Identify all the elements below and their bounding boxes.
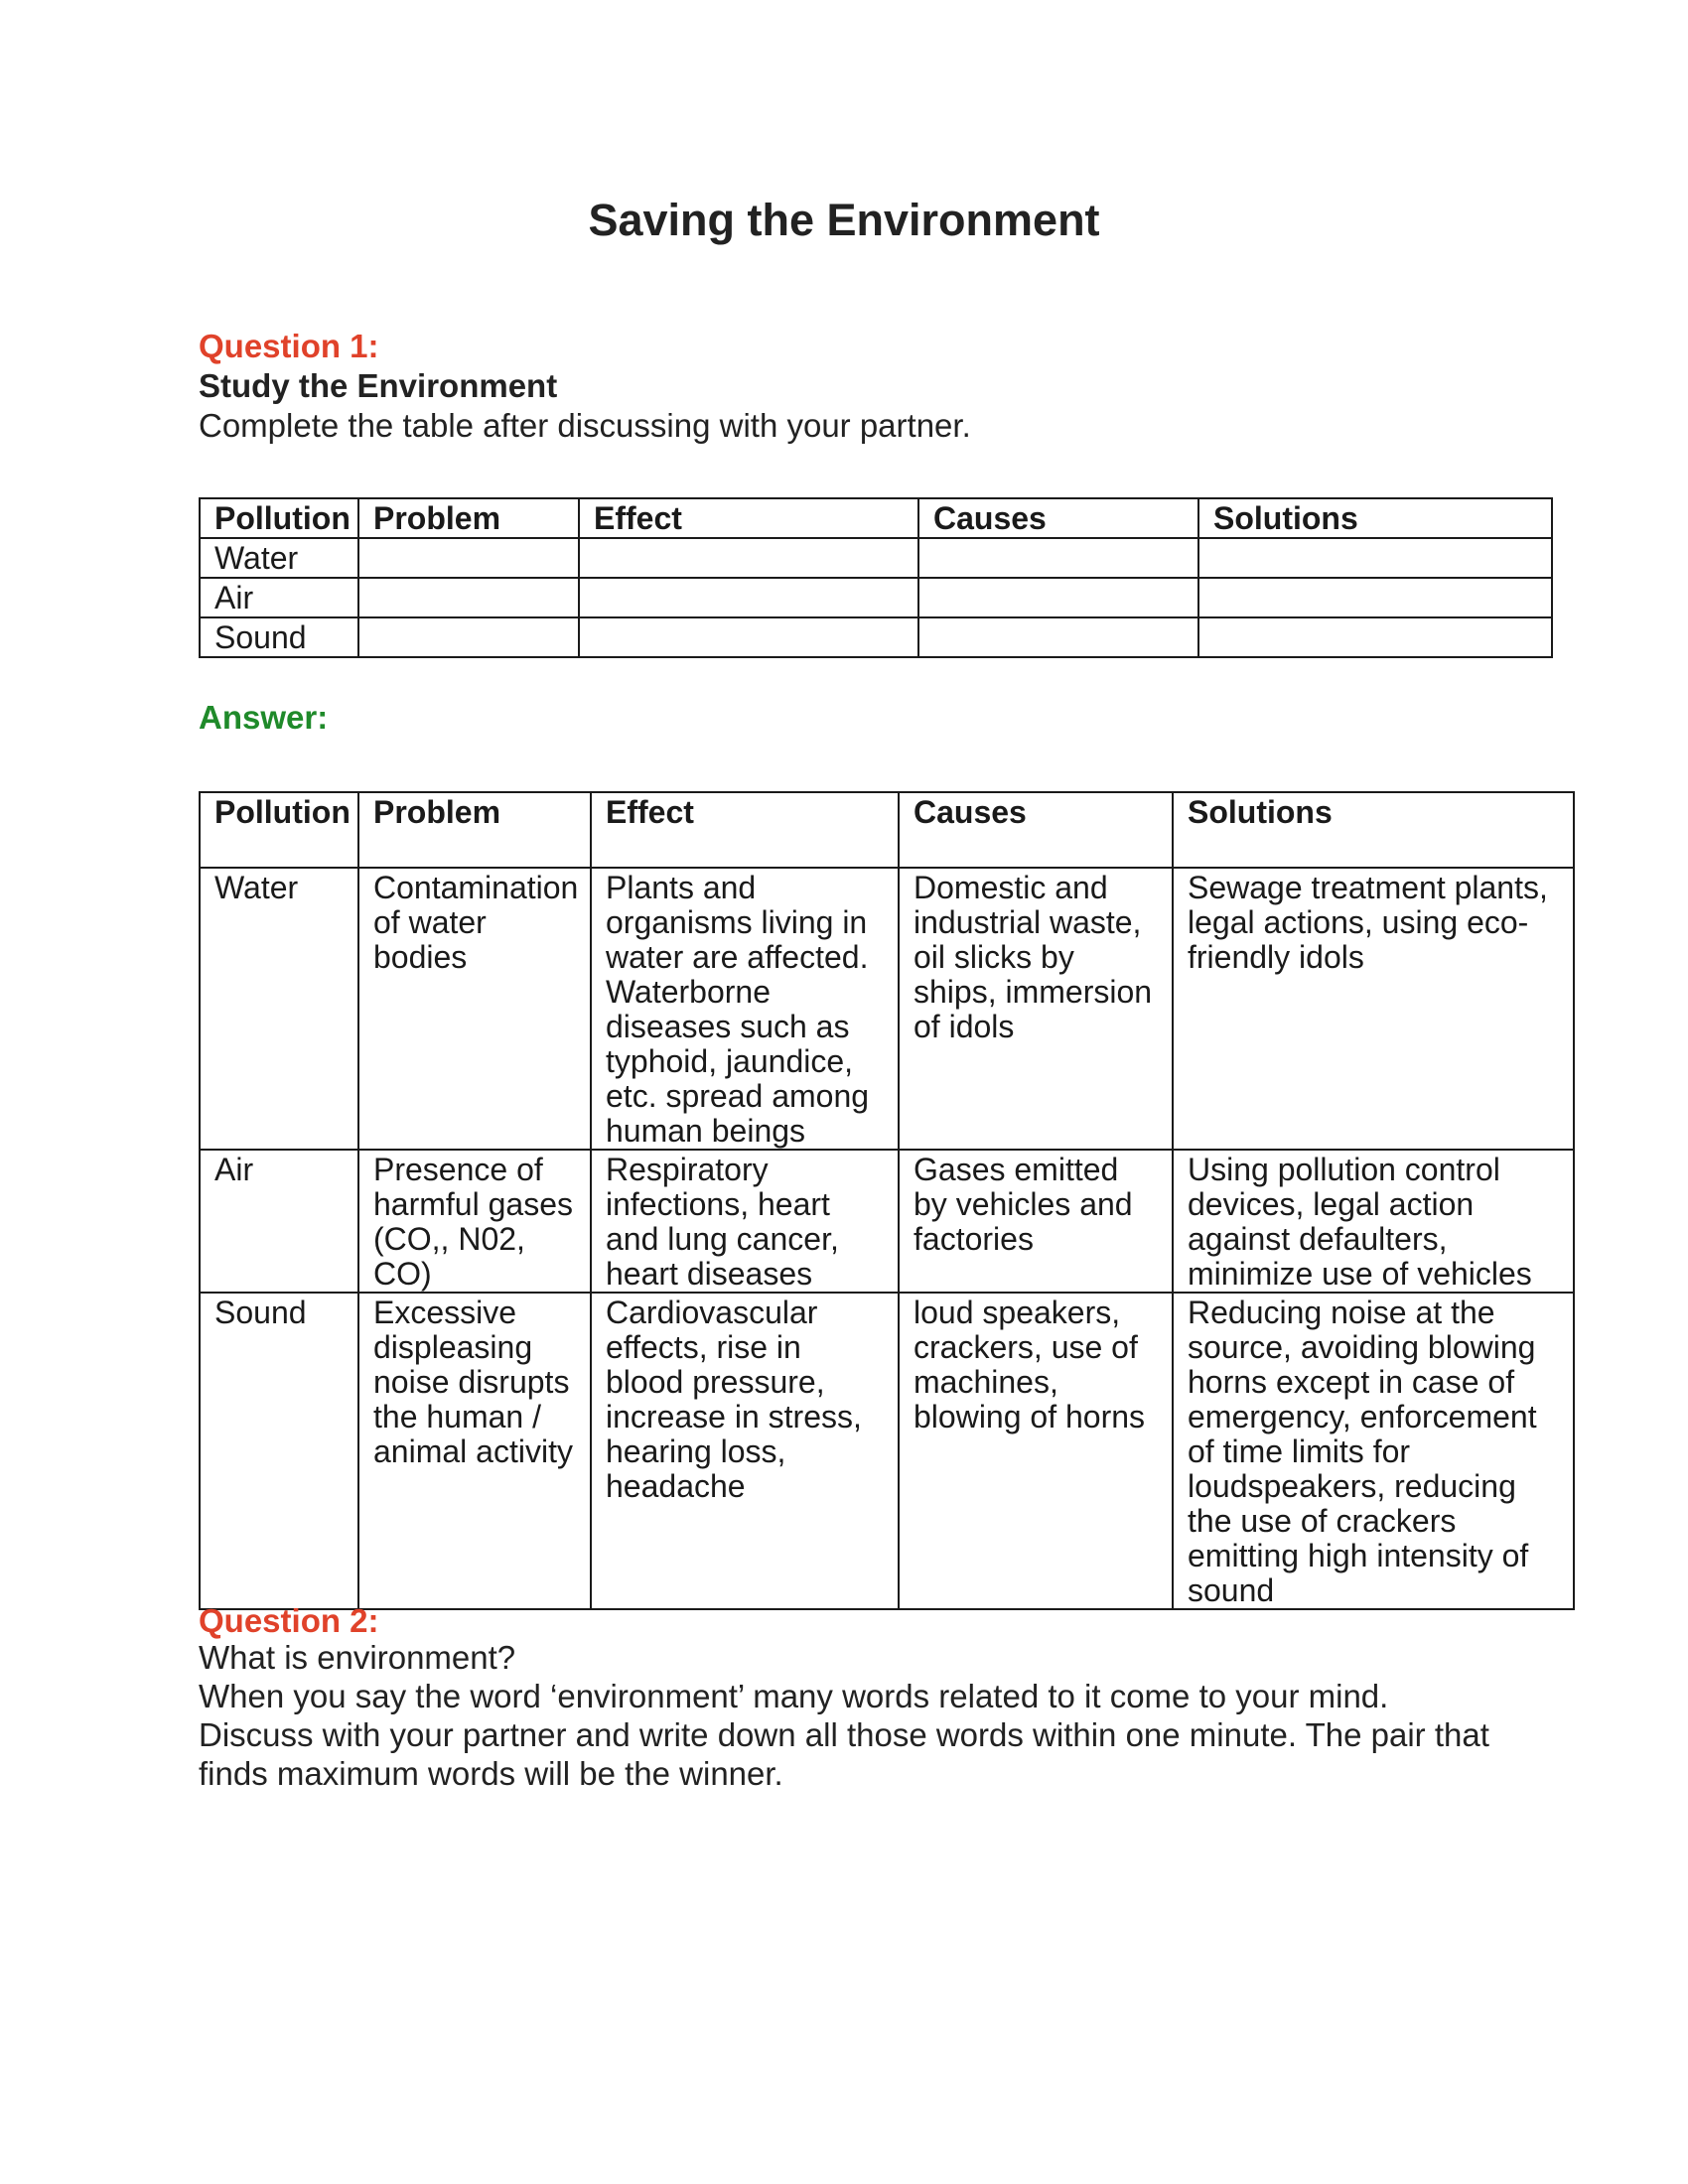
blank-cell[interactable] bbox=[579, 578, 918, 617]
row-label-sound: Sound bbox=[200, 617, 358, 657]
row-label-sound: Sound bbox=[200, 1293, 358, 1609]
cell-problem: Presence of harmful gases (CO,, N02, CO) bbox=[358, 1150, 591, 1293]
blank-cell[interactable] bbox=[918, 578, 1198, 617]
blank-pollution-table bbox=[199, 497, 1553, 658]
header-causes: Causes bbox=[899, 792, 1173, 868]
cell-causes: Domestic and industrial waste, oil slicks by ships, immersion of idols bbox=[899, 868, 1173, 1150]
question-2-label: Question 2: bbox=[199, 1602, 379, 1639]
row-label-water: Water bbox=[200, 538, 358, 578]
cell-causes: loud speakers, crackers, use of machines, blowing of horns bbox=[899, 1293, 1173, 1609]
header-problem: Problem bbox=[358, 792, 591, 868]
header-effect: Effect bbox=[591, 792, 899, 868]
cell-effect: Cardiovascular effects, rise in blood pressure, increase in stress, hearing loss, headache bbox=[591, 1293, 899, 1609]
cell-problem: Excessive displeasing noise disrupts the human / animal activity bbox=[358, 1293, 591, 1609]
header-solutions: Solutions bbox=[1173, 792, 1574, 868]
question-1-label: Question 1: bbox=[199, 328, 379, 364]
header-problem: Problem bbox=[358, 498, 579, 538]
table-row bbox=[200, 578, 1552, 617]
row-label-air: Air bbox=[200, 1150, 358, 1293]
cell-effect: Respiratory infections, heart and lung cancer, heart diseases bbox=[591, 1150, 899, 1293]
blank-cell[interactable] bbox=[358, 538, 579, 578]
header-causes: Causes bbox=[918, 498, 1198, 538]
header-pollution: Pollution bbox=[200, 498, 358, 538]
table-row bbox=[200, 1293, 1574, 1609]
page-title: Saving the Environment bbox=[588, 195, 1100, 245]
answer-label: Answer: bbox=[199, 699, 329, 736]
table-row bbox=[200, 1150, 1574, 1293]
question-2-line-1: What is environment? bbox=[199, 1639, 516, 1676]
question-2-line-2: When you say the word ‘environment’ many words related to it come to your mind. Discuss with your partner and write down all those words within one minute. The pair that finds maximum words will be the winner. bbox=[199, 1678, 1489, 1792]
cell-solutions: Using pollution control devices, legal action against defaulters, minimize use of vehicles bbox=[1173, 1150, 1574, 1293]
header-solutions: Solutions bbox=[1198, 498, 1552, 538]
question-2-body bbox=[199, 1638, 1509, 1793]
table-row bbox=[200, 538, 1552, 578]
row-label-air: Air bbox=[200, 578, 358, 617]
blank-cell[interactable] bbox=[1198, 617, 1552, 657]
table-header-row bbox=[200, 792, 1574, 868]
row-label-water: Water bbox=[200, 868, 358, 1150]
answer-pollution-table bbox=[199, 791, 1575, 1610]
table-row bbox=[200, 617, 1552, 657]
blank-cell[interactable] bbox=[358, 617, 579, 657]
blank-cell[interactable] bbox=[918, 617, 1198, 657]
header-effect: Effect bbox=[579, 498, 918, 538]
header-pollution: Pollution bbox=[200, 792, 358, 868]
cell-problem: Contamination of water bodies bbox=[358, 868, 591, 1150]
blank-cell[interactable] bbox=[1198, 538, 1552, 578]
cell-solutions: Reducing noise at the source, avoiding blowing horns except in case of emergency, enforcement of time limits for loudspeakers, reducing the use of crackers emitting high intensity of sound bbox=[1173, 1293, 1574, 1609]
blank-cell[interactable] bbox=[358, 578, 579, 617]
cell-effect: Plants and organisms living in water are affected. Waterborne diseases such as typhoid, jaundice, etc. spread among human beings bbox=[591, 868, 899, 1150]
question-1-instruction: Complete the table after discussing with your partner. bbox=[199, 407, 971, 444]
blank-cell[interactable] bbox=[918, 538, 1198, 578]
blank-cell[interactable] bbox=[1198, 578, 1552, 617]
question-1-subtitle: Study the Environment bbox=[199, 367, 558, 404]
cell-solutions: Sewage treatment plants, legal actions, using eco-friendly idols bbox=[1173, 868, 1574, 1150]
blank-cell[interactable] bbox=[579, 538, 918, 578]
table-header-row bbox=[200, 498, 1552, 538]
table-row bbox=[200, 868, 1574, 1150]
blank-cell[interactable] bbox=[579, 617, 918, 657]
cell-causes: Gases emitted by vehicles and factories bbox=[899, 1150, 1173, 1293]
